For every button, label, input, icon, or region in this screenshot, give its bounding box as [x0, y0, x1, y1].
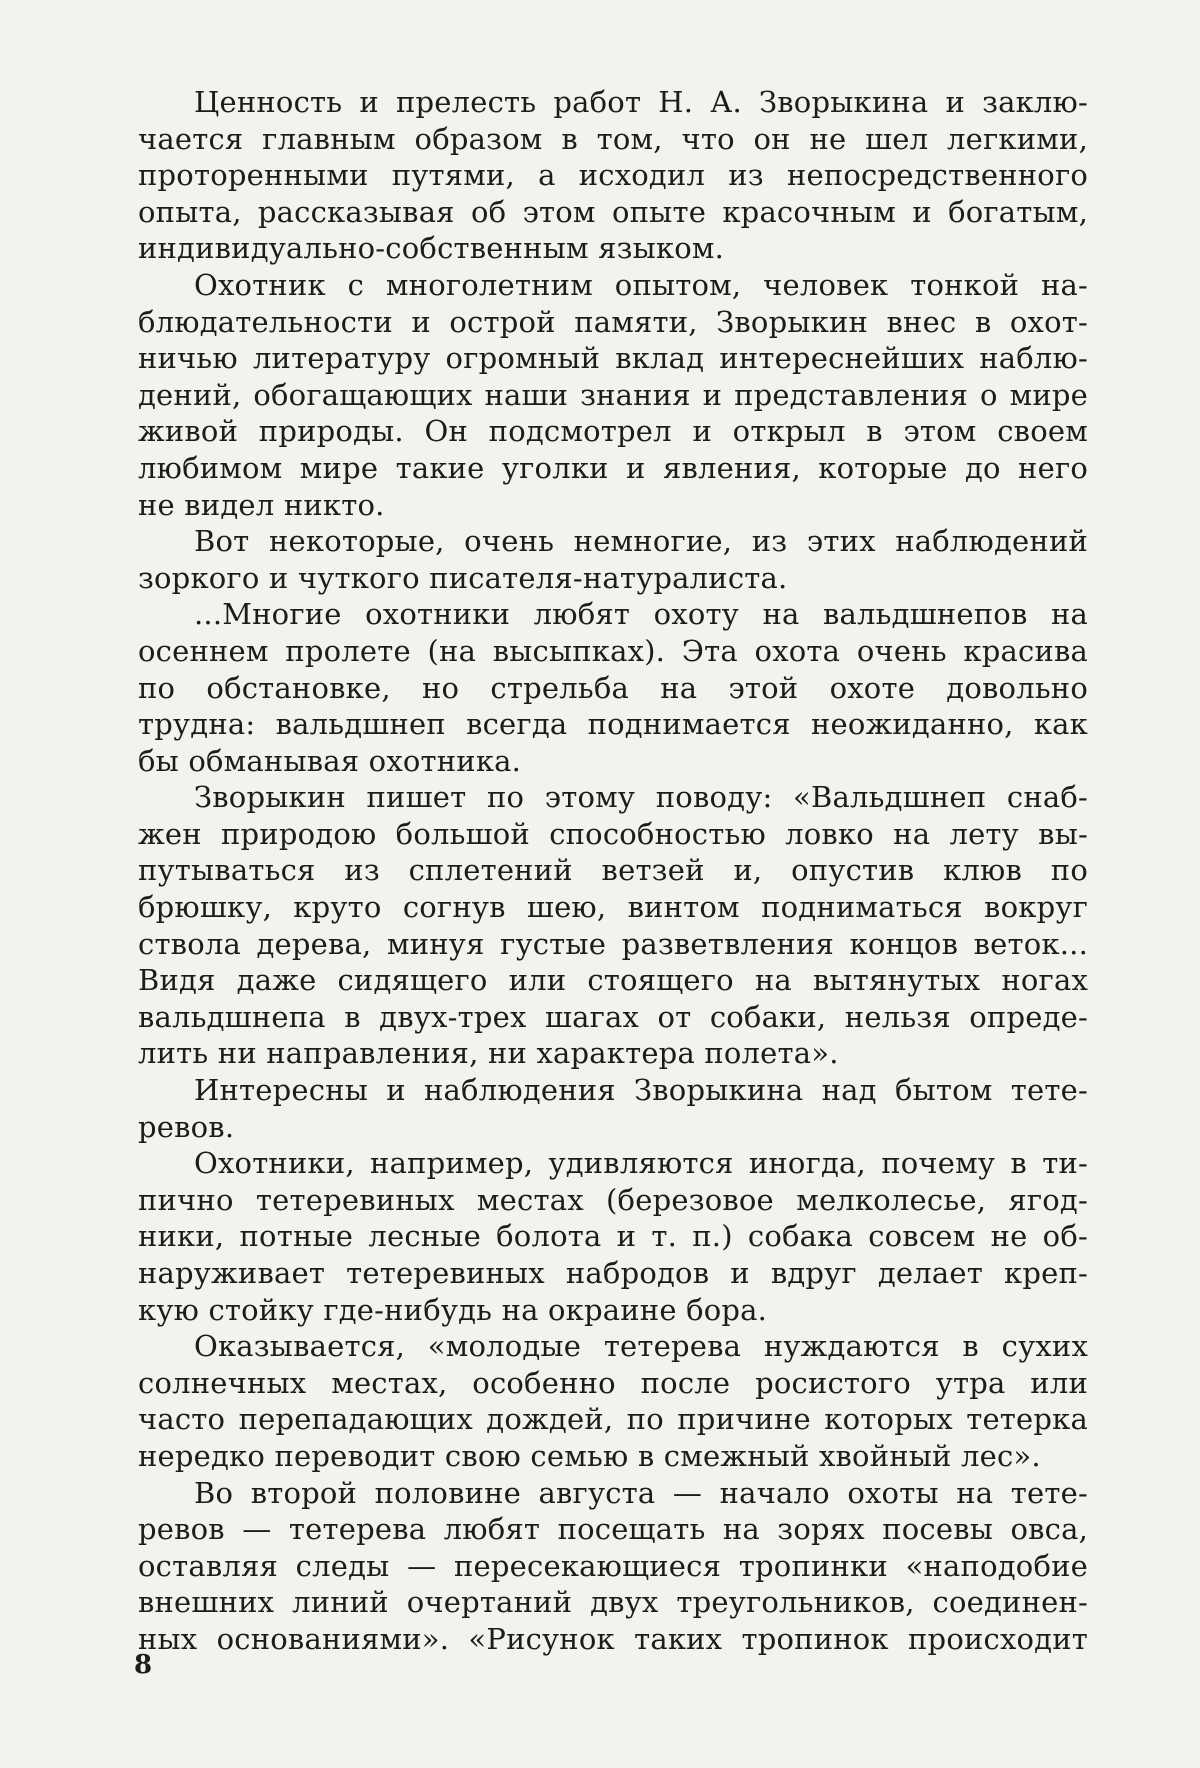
text-line: Зворыкин пишет по этому поводу: «Вальдшнеп снаб-	[194, 780, 1088, 815]
text-line: Ценность и прелесть работ Н. А. Зворыкина и заклю-	[194, 85, 1088, 119]
text-line: Вот некоторые, очень немногие, из этих наблюдений	[194, 524, 1088, 559]
text-line: бы обманывая охотника.	[138, 743, 522, 778]
text-line: Оказывается, «молодые тетерева нуждаются в сухих	[194, 1329, 1088, 1364]
text-line: пично тетеревиных местах (березовое мелколесье, ягод-	[138, 1182, 1088, 1217]
text-line: жен природою большой способностью ловко на лету вы-	[138, 816, 1088, 851]
text-line: чается главным образом в том, что он не шел легкими,	[138, 121, 1088, 156]
text-line: лить ни направления, ни характера полета».	[138, 1036, 839, 1071]
text-line: трудна: вальдшнеп всегда поднимается неожиданно, как	[138, 707, 1088, 742]
text-line: вальдшнепа в двух-трех шагах от собаки, нельзя опреде-	[138, 999, 1088, 1034]
text-line: кую стойку где-нибудь на окраине бора.	[138, 1292, 768, 1327]
text-line: ничью литературу огромный вклад интереснейших наблю-	[138, 341, 1088, 376]
text-line: осеннем пролете (на высыпках). Эта охота очень красива	[138, 633, 1088, 668]
text-line: опыта, рассказывая об этом опыте красочным и богатым,	[138, 194, 1088, 229]
text-line: Охотники, например, удивляются иногда, почему в ти-	[194, 1146, 1088, 1181]
text-line: солнечных местах, особенно после росистого утра или	[138, 1365, 1088, 1400]
book-page	[138, 84, 1088, 1684]
text-line: по обстановке, но стрельба на этой охоте довольно	[138, 670, 1088, 705]
text-line: внешних линий очертаний двух треугольников, соединен-	[138, 1585, 1088, 1620]
text-line: зоркого и чуткого писателя-натуралиста.	[138, 560, 788, 595]
body-text	[138, 84, 1088, 1658]
text-line: любимом мире такие уголки и явления, которые до него	[138, 450, 1088, 485]
text-line: Охотник с многолетним опытом, человек тонкой на-	[194, 267, 1088, 302]
text-line: проторенными путями, а исходил из непосредственного	[138, 158, 1088, 193]
text-line: ревов — тетерева любят посещать на зорях посевы овса,	[138, 1512, 1088, 1547]
text-line: ствола дерева, минуя густые разветвления концов веток...	[138, 926, 1088, 961]
text-line: часто перепадающих дождей, по причине которых тетерка	[138, 1402, 1088, 1437]
text-line: живой природы. Он подсмотрел и открыл в этом своем	[138, 414, 1088, 449]
text-line: наруживает тетеревиных набродов и вдруг делает креп-	[138, 1256, 1088, 1290]
text-line: ных основаниями». «Рисунок таких тропинок происходит	[138, 1621, 1088, 1656]
text-line: путываться из сплетений ветзей и, опустив клюв по	[138, 853, 1088, 888]
text-line: Видя даже сидящего или стоящего на вытянутых ногах	[138, 963, 1088, 998]
page-number: 8	[134, 1650, 153, 1680]
text-line: нередко переводит свою семью в смежный хвойный лес».	[138, 1438, 1041, 1473]
text-line: ...Многие охотники любят охоту на вальдшнепов на	[194, 597, 1088, 632]
text-line: ники, потные лесные болота и т. п.) собака совсем не об-	[138, 1219, 1088, 1254]
text-line: дений, обогащающих наши знания и представления о мире	[138, 377, 1088, 412]
text-line: ревов.	[138, 1109, 235, 1144]
text-line: не видел никто.	[138, 487, 385, 522]
text-line: индивидуально-собственным языком.	[138, 231, 725, 266]
text-line: брюшку, круто согнув шею, винтом подниматься вокруг	[138, 890, 1088, 925]
text-line: оставляя следы — пересекающиеся тропинки «наподобие	[138, 1548, 1088, 1583]
text-line: Во второй половине августа — начало охоты на тете-	[194, 1475, 1088, 1510]
text-line: Интересны и наблюдения Зворыкина над бытом тете-	[194, 1073, 1088, 1108]
text-line: блюдательности и острой памяти, Зворыкин внес в охот-	[138, 304, 1088, 339]
